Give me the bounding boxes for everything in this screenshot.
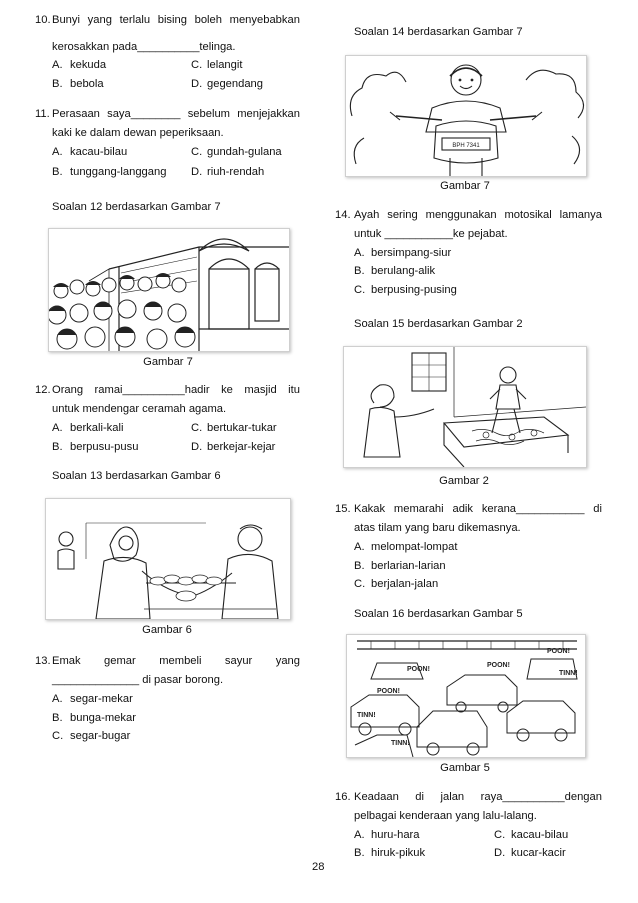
option-letter: C. <box>52 730 64 742</box>
figure-bedroom-scene <box>343 346 587 468</box>
option-b[interactable]: tunggang-langgang <box>70 166 167 178</box>
figure-market-vendor <box>45 498 291 620</box>
word: sering <box>387 209 418 221</box>
figure-intro: Soalan 13 berdasarkan Gambar 6 <box>52 470 221 482</box>
option-letter: D. <box>191 78 203 90</box>
word: terlalu <box>119 14 151 26</box>
sound-text: POON! <box>547 648 570 655</box>
figure-intro: Soalan 16 berdasarkan Gambar 5 <box>354 608 523 620</box>
figure-caption: Gambar 7 <box>143 356 193 368</box>
option-c[interactable]: berpusing-pusing <box>371 284 457 296</box>
question-stem-line-2: kerosakkan pada__________telinga. <box>52 41 236 53</box>
option-d[interactable]: kucar-kacir <box>511 847 566 859</box>
option-b[interactable]: bunga-mekar <box>70 712 136 724</box>
word: bising <box>157 14 187 26</box>
word: yang <box>87 14 112 26</box>
word: kerana___________ <box>481 503 585 515</box>
word: Orang <box>52 384 84 396</box>
word: sayur <box>224 655 253 667</box>
option-letter: C. <box>494 829 506 841</box>
word: jalan <box>440 791 465 803</box>
question-number: 16. <box>335 791 351 803</box>
traffic-jam-drawing <box>347 635 585 757</box>
word: Perasaan <box>52 108 100 120</box>
bedroom-scene-drawing <box>344 347 586 467</box>
option-letter: A. <box>52 693 63 705</box>
option-a[interactable]: segar-mekar <box>70 693 133 705</box>
option-c[interactable]: gundah-gulana <box>207 146 282 158</box>
question-stem-line-1 <box>52 109 300 120</box>
option-letter: B. <box>354 560 365 572</box>
sound-text: TINN! <box>357 712 376 719</box>
figure-caption: Gambar 6 <box>142 624 192 636</box>
word: saya________ <box>107 108 181 120</box>
question-stem-line-2: untuk mendengar ceramah agama. <box>52 403 227 415</box>
option-d[interactable]: berkejar-kejar <box>207 441 276 453</box>
sound-text: POON! <box>407 666 430 673</box>
option-a[interactable]: melompat-lompat <box>371 541 458 553</box>
word: Keadaan <box>354 791 399 803</box>
option-c[interactable]: berjalan-jalan <box>371 578 439 590</box>
word: memarahi <box>393 503 444 515</box>
option-a[interactable]: berkali-kali <box>70 422 124 434</box>
option-letter: C. <box>354 578 366 590</box>
figure-caption: Gambar 5 <box>440 762 490 774</box>
figure-motorcycle-rider <box>345 55 587 177</box>
option-letter: C. <box>191 146 203 158</box>
figure-intro: Soalan 12 berdasarkan Gambar 7 <box>52 201 221 213</box>
question-stem-line-1 <box>354 792 602 803</box>
option-a[interactable]: huru-hara <box>371 829 420 841</box>
page-number: 28 <box>312 861 325 873</box>
sound-text: TINN! <box>559 670 578 677</box>
question-stem-line-2: atas tilam yang baru dikemasnya. <box>354 522 521 534</box>
mosque-crowd-drawing <box>49 229 289 351</box>
option-c[interactable]: lelangit <box>207 59 243 71</box>
question-stem-line-1 <box>354 210 602 221</box>
sound-text: TINN! <box>391 740 410 747</box>
option-a[interactable]: kacau-bilau <box>70 146 128 158</box>
question-stem-line-2: ______________ di pasar borong. <box>52 674 224 686</box>
question-number: 14. <box>335 209 351 221</box>
option-letter: C. <box>191 59 203 71</box>
option-b[interactable]: berpusu-pusu <box>70 441 139 453</box>
option-letter: A. <box>354 829 365 841</box>
word: sebelum <box>187 108 230 120</box>
question-number: 13. <box>35 655 51 667</box>
question-stem-line-1 <box>52 15 300 26</box>
word: Ayah <box>354 209 380 221</box>
option-letter: B. <box>354 265 365 277</box>
figure-mosque-crowd <box>48 228 290 352</box>
figure-intro: Soalan 14 berdasarkan Gambar 7 <box>354 26 523 38</box>
option-letter: C. <box>354 284 366 296</box>
license-plate: BPH 7341 <box>452 143 480 149</box>
option-letter: A. <box>354 541 365 553</box>
option-letter: A. <box>52 422 63 434</box>
question-number: 15. <box>335 503 351 515</box>
word: itu <box>288 384 300 396</box>
option-letter: B. <box>52 441 63 453</box>
word: adik <box>452 503 473 515</box>
question-stem-line-1 <box>52 656 300 667</box>
option-a[interactable]: bersimpang-siur <box>371 247 452 259</box>
word: di <box>593 503 602 515</box>
word: yang <box>275 655 300 667</box>
motorcycle-rider-drawing <box>346 56 586 176</box>
option-letter: D. <box>191 441 203 453</box>
word: gemar <box>104 655 136 667</box>
option-letter: B. <box>52 712 63 724</box>
market-vendor-drawing <box>46 499 290 619</box>
option-letter: A. <box>52 59 63 71</box>
word: lamanya <box>559 209 602 221</box>
figure-traffic-jam <box>346 634 586 758</box>
word: ramai__________hadir <box>94 384 210 396</box>
option-letter: B. <box>354 847 365 859</box>
option-letter: A. <box>52 146 63 158</box>
question-stem-line-1 <box>52 385 300 396</box>
question-stem-line-2: pelbagai kenderaan yang lalu-lalang. <box>354 810 537 822</box>
figure-intro: Soalan 15 berdasarkan Gambar 2 <box>354 318 523 330</box>
option-d[interactable]: gegendang <box>207 78 263 90</box>
figure-caption: Gambar 2 <box>439 475 489 487</box>
option-letter: B. <box>52 78 63 90</box>
option-b[interactable]: berulang-alik <box>371 265 436 277</box>
option-c[interactable]: kacau-bilau <box>511 829 569 841</box>
word: raya__________dengan <box>480 791 602 803</box>
option-b[interactable]: hiruk-pikuk <box>371 847 426 859</box>
word: Kakak <box>354 503 386 515</box>
option-c[interactable]: segar-bugar <box>70 730 131 742</box>
figure-caption: Gambar 7 <box>440 180 490 192</box>
word: menyebabkan <box>229 14 300 26</box>
option-b[interactable]: berlarian-larian <box>371 560 446 572</box>
sound-text: POON! <box>487 662 510 669</box>
word: Emak <box>52 655 81 667</box>
option-b[interactable]: bebola <box>70 78 104 90</box>
option-letter: C. <box>191 422 203 434</box>
option-letter: D. <box>191 166 203 178</box>
option-a[interactable]: kekuda <box>70 59 107 71</box>
question-number: 12. <box>35 384 51 396</box>
word: membeli <box>159 655 202 667</box>
question-stem-line-1 <box>354 504 602 515</box>
word: menjejakkan <box>237 108 300 120</box>
option-letter: A. <box>354 247 365 259</box>
question-stem-line-2: untuk ___________ke pejabat. <box>354 228 508 240</box>
option-letter: B. <box>52 166 63 178</box>
sound-text: POON! <box>377 688 400 695</box>
word: masjid <box>244 384 277 396</box>
option-c[interactable]: bertukar-tukar <box>207 422 277 434</box>
question-number: 10. <box>35 14 51 26</box>
word: boleh <box>194 14 222 26</box>
option-letter: D. <box>494 847 506 859</box>
word: ke <box>221 384 233 396</box>
question-number: 11. <box>35 108 50 120</box>
word: di <box>415 791 425 803</box>
word: Bunyi <box>52 14 80 26</box>
word: menggunakan <box>425 209 497 221</box>
option-d[interactable]: riuh-rendah <box>207 166 265 178</box>
word: motosikal <box>504 209 552 221</box>
question-stem-line-2: kaki ke dalam dewan peperiksaan. <box>52 127 224 139</box>
